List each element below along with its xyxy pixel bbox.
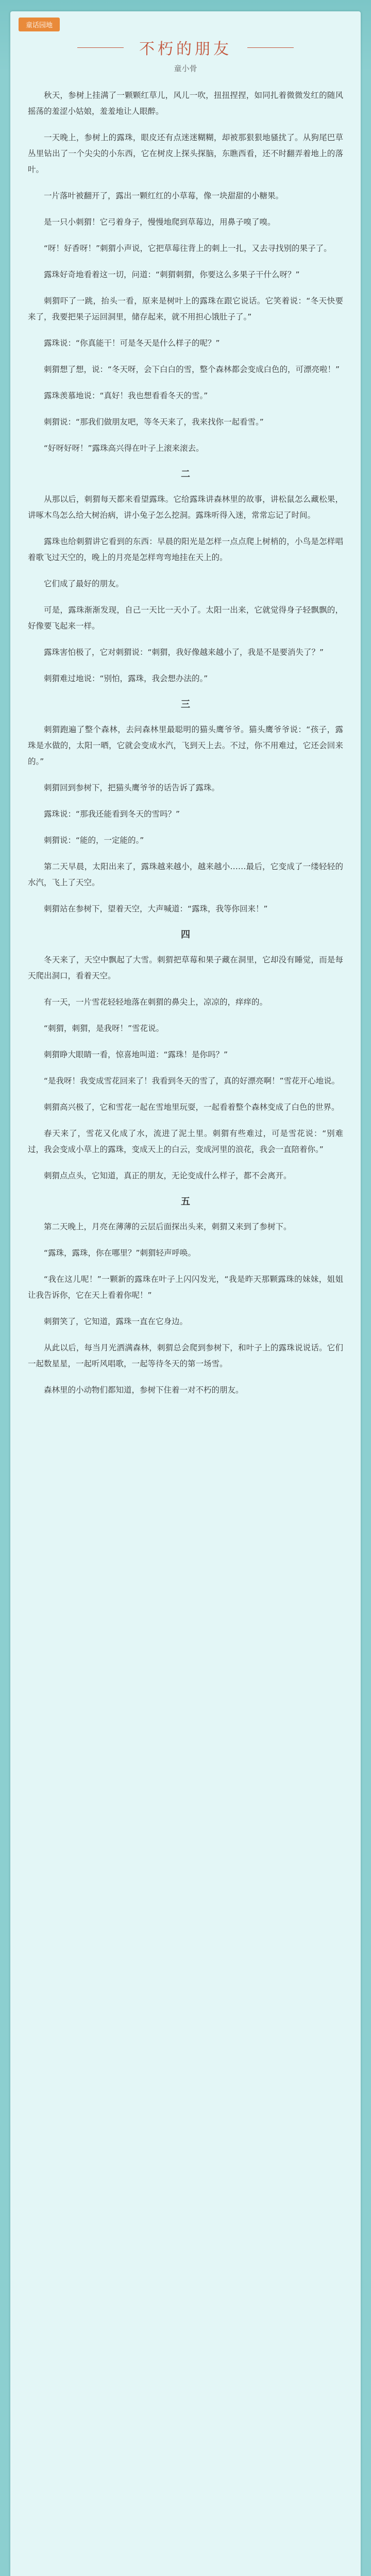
paragraph: 露珠也给刺猬讲它看到的东西：早晨的阳光是怎样一点点爬上树梢的，小鸟是怎样唱着歌飞过天空的，晚上的月亮是怎样弯弯地挂在天上的。 — [28, 537, 343, 562]
paragraph: 是一只小刺猬！它弓着身子，慢慢地爬到草莓边，用鼻子嗅了嗅。 — [44, 217, 276, 227]
paragraph: “我在这儿呢！”一颗新的露珠在叶子上闪闪发光，“我是昨天那颗露珠的妹妹，姐姐让我告诉你，它在天上看着你呢！” — [28, 1275, 343, 1300]
paragraph: 从那以后，刺猬每天都来看望露珠。它给露珠讲森林里的故事，讲松鼠怎么藏松果，讲啄木鸟怎么给大树治病，讲小兔子怎么挖洞。露珠听得入迷，常常忘记了时间。 — [28, 495, 343, 520]
paragraph: 冬天来了，天空中飘起了大雪。刺猬把草莓和果子藏在洞里，它却没有睡觉，而是每天爬出洞口，看着天空。 — [28, 955, 343, 980]
paragraph: 可是，露珠渐渐发现，自己一天比一天小了。太阳一出来，它就觉得身子轻飘飘的，好像要飞起来一样。 — [28, 605, 343, 631]
paragraph: “露珠，露珠，你在哪里？”刺猬轻声呼唤。 — [44, 1248, 196, 1258]
paragraph: 一天晚上，参树上的露珠，眼皮还有点迷迷糊糊，却被那狠狠地骚扰了。从狗尾巴草丛里钻出了一个尖尖的小东西，它在树皮上探头探脑，东瞧西看，还不时翻弄着地上的落叶。 — [28, 133, 343, 174]
paragraph: “呀！好香呀！”刺猬小声说，它把草莓往背上的刺上一扎，又去寻找别的果子了。 — [44, 244, 332, 253]
paragraph: 刺猬想了想，说：“冬天呀，会下白白的雪，整个森林都会变成白色的，可漂亮啦！” — [44, 365, 340, 374]
paragraph: 从此以后，每当月光洒满森林，刺猬总会爬到参树下，和叶子上的露珠说说话。它们一起数星星，一起听风唱歌，一起等待冬天的第一场雪。 — [28, 1343, 343, 1368]
paragraph: “刺猬，刺猬，是我呀！”雪花说。 — [44, 1024, 164, 1033]
paragraph: 刺猬说：“能的，一定能的。” — [44, 836, 144, 845]
paragraph: 刺猬吓了一跳，抬头一看，原来是树叶上的露珠在跟它说话。它笑着说：“冬天快要来了，我要把果子运回洞里，储存起来，就不用担心饿肚子了。” — [28, 296, 343, 321]
paragraph: 刺猬睁大眼睛一看，惊喜地叫道：“露珠！是你吗？” — [44, 1050, 228, 1059]
paragraph: 它们成了最好的朋友。 — [44, 579, 124, 588]
paragraph: 有一天，一片雪花轻轻地落在刺猬的鼻尖上，凉凉的，痒痒的。 — [44, 997, 268, 1007]
paragraph: 刺猬站在参树下，望着天空，大声喊道：“露珠，我等你回来！” — [44, 904, 268, 913]
paragraph: 刺猬笑了，它知道，露珠一直在它身边。 — [44, 1317, 188, 1326]
paragraph: 春天来了，雪花又化成了水，流进了泥土里。刺猬有些难过，可是雪花说：“别难过，我会变成小草上的露珠，变成天上的白云，变成河里的浪花，我会一直陪着你。” — [28, 1129, 343, 1154]
paragraph: “好呀好呀！”露珠高兴得在叶子上滚来滚去。 — [44, 444, 204, 453]
paragraph: 露珠说：“你真能干！可是冬天是什么样子的呢？” — [44, 338, 220, 348]
article-body — [28, 88, 343, 2576]
category-tab[interactable]: 童话园地 — [19, 18, 60, 31]
title-wrap — [0, 36, 371, 59]
page-title: 不朽的朋友 — [108, 36, 263, 59]
paragraph: 秋天，参树上挂满了一颗颗红草儿，风儿一吹，扭扭捏捏，如同扎着微微发红的随风摇荡的羞涩小姑娘，羞羞地让人眼醉。 — [28, 91, 343, 116]
paragraph: 露珠羡慕地说：“真好！我也想看看冬天的雪。” — [44, 391, 208, 400]
paragraph: 第二天晚上，月亮在薄薄的云层后面探出头来，刺猬又来到了参树下。 — [44, 1222, 292, 1231]
paragraph: 露珠说：“那我还能看到冬天的雪吗？” — [44, 809, 180, 819]
paragraph: “是我呀！我变成雪花回来了！我看到冬天的雪了，真的好漂亮啊！”雪花开心地说。 — [44, 1076, 340, 1086]
section-heading: 三 — [181, 699, 190, 710]
paragraph: 露珠害怕极了，它对刺猬说：“刺猬，我好像越来越小了，我是不是要消失了？” — [44, 648, 324, 657]
paragraph: 森林里的小动物们都知道，参树下住着一对不朽的朋友。 — [44, 1385, 244, 1395]
author: 童小骨 — [174, 64, 197, 73]
section-heading: 五 — [181, 1196, 190, 1207]
paragraph: 刺猬说：“那我们做朋友吧，等冬天来了，我来找你一起看雪。” — [44, 417, 264, 427]
paragraph: 刺猬跑遍了整个森林，去问森林里最聪明的猫头鹰爷爷。猫头鹰爷爷说：“孩子，露珠是水做的，太阳一晒，它就会变成水汽，飞到天上去。不过，你不用难过，它还会回来的。” — [28, 725, 343, 766]
section-heading: 二 — [181, 469, 190, 480]
paragraph: 一片落叶被翻开了，露出一颗红红的小草莓，像一块甜甜的小糖果。 — [44, 191, 284, 200]
paragraph: 刺猬难过地说：“别怕，露珠，我会想办法的。” — [44, 674, 208, 683]
paragraph: 刺猬回到参树下，把猫头鹰爷爷的话告诉了露珠。 — [44, 783, 220, 792]
paragraph: 刺猬点点头，它知道，真正的朋友，无论变成什么样子，都不会离开。 — [44, 1171, 292, 1180]
section-heading: 四 — [181, 929, 190, 940]
paragraph: 第二天早晨，太阳出来了，露珠越来越小，越来越小……最后，它变成了一缕轻轻的水汽，飞上了天空。 — [28, 862, 343, 887]
paragraph: 露珠好奇地看着这一切，问道：“刺猬刺猬，你要这么多果子干什么呀？” — [44, 270, 300, 279]
paragraph: 刺猬高兴极了，它和雪花一起在雪地里玩耍，一起看着整个森林变成了白色的世界。 — [44, 1103, 340, 1112]
